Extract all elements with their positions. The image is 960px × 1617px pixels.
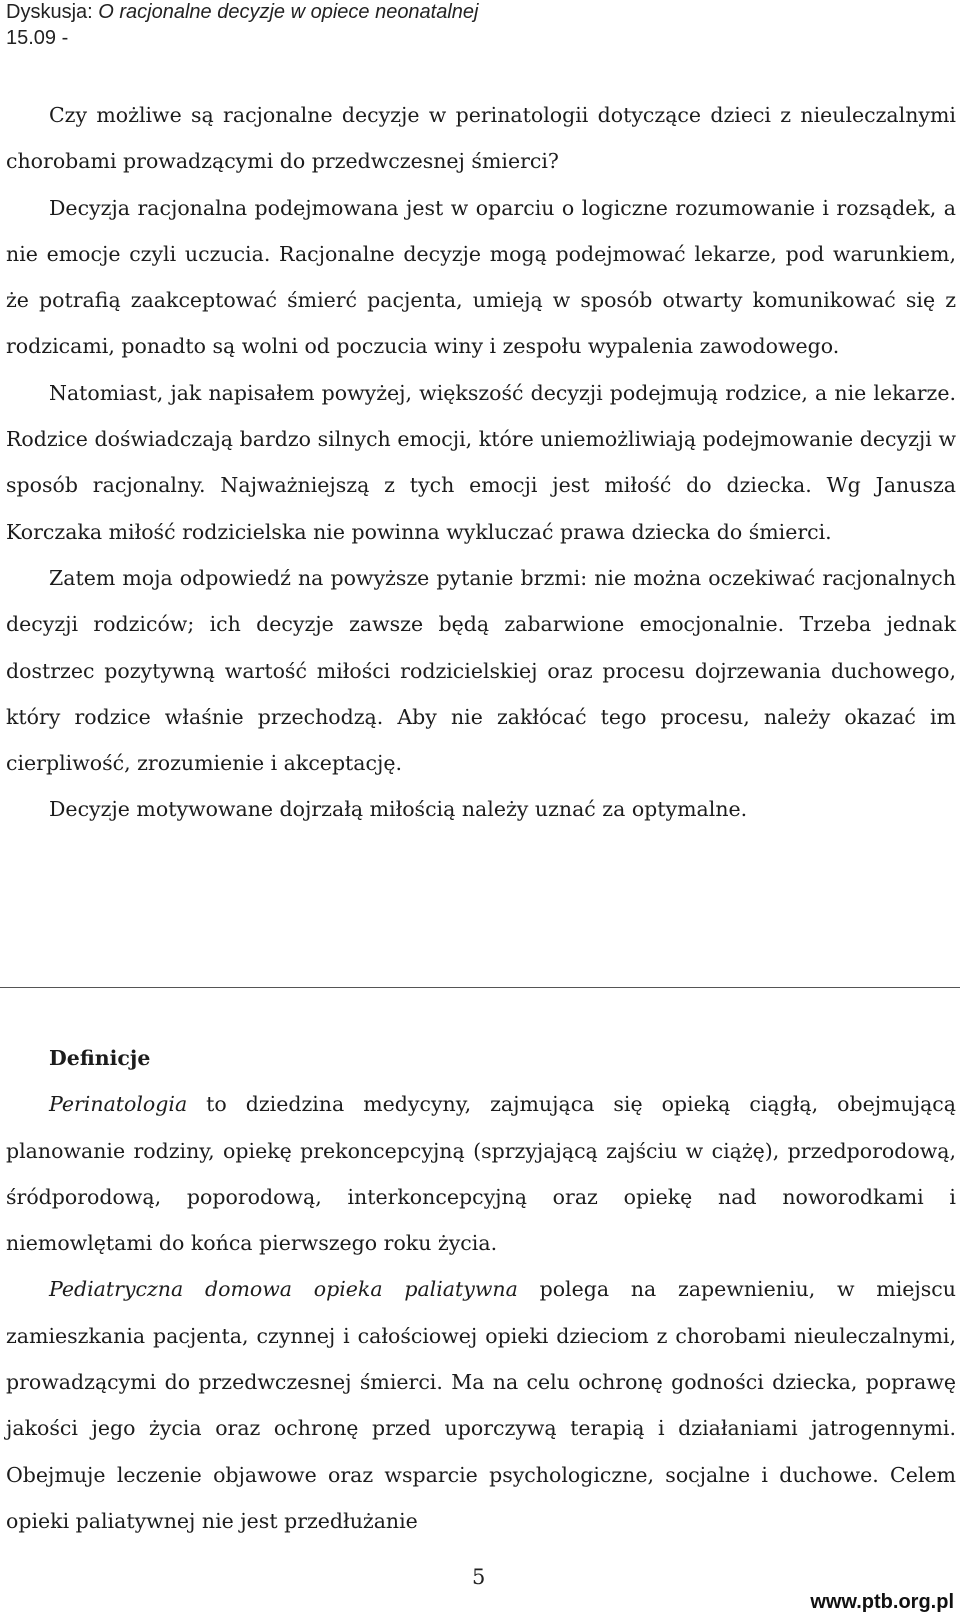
paragraph-conclusion: Decyzje motywowane dojrzałą miłością należy uznać za optymalne. [49, 797, 748, 822]
document-header-date: 15.09 - [6, 27, 69, 49]
definition-palliative-care [6, 1266, 956, 1544]
header-title-prefix: Dyskusja: [6, 1, 99, 23]
paragraph-question: Czy możliwe są racjonalne decyzje w perinatologii dotyczące dzieci z nieuleczalnymi chorobami prowadzącymi do przedwczesnej śmierci? [6, 103, 956, 174]
article-body [6, 92, 956, 833]
paragraph-answer: Zatem moja odpowiedź na powyższe pytanie brzmi: nie można oczekiwać racjonalnych decyzji rodziców; ich decyzje zawsze będą zabarwione emocjonalnie. Trzeba jednak dostrzec pozytywną wartość miłości rodzicielskiej oraz procesu dojrzewania duchowego, który rodzice właśnie przechodzą. Aby nie zakłócać tego procesu, należy okazać im cierpliwość, zrozumienie i akceptację. [6, 565, 956, 776]
definition-term: Perinatologia [49, 1092, 188, 1117]
definition-text: polega na zapewnieniu, w miejscu zamieszkania pacjenta, czynnej i całościowej opieki dzieciom z chorobami nieuleczalnymi, prowadzącymi do przedwczesnej śmierci. Ma na celu ochronę godności dziecka, poprawę jakości jego życia oraz ochronę przed uporczywą terapią i działaniami jatrogennymi. Obejmuje leczenie objawowe oraz wsparcie psychologiczne, socjalne i duchowe. Celem opieki paliatywnej nie jest przedłużanie [6, 1277, 956, 1533]
definition-text: to dziedzina medycyny, zajmująca się opieką ciągłą, obejmującą planowanie rodziny, opiekę prekoncepcyjną (sprzyjającą zajściu w ciążę), przedporodową, śródporodową, poporodową, interkoncepcyjną oraz opiekę nad noworodkami i niemowlętami do końca pierwszego roku życia. [6, 1092, 956, 1256]
definition-perinatology [6, 1081, 956, 1266]
paragraph-parents: Natomiast, jak napisałem powyżej, większość decyzji podejmują rodzice, a nie lekarze. Rodzice doświadczają bardzo silnych emocji, które uniemożliwiają podejmowanie decyzji w sposób racjonalny. Najważniejszą z tych emocji jest miłość do dziecka. Wg Janusza Korczaka miłość rodzicielska nie powinna wykluczać prawa dziecka do śmierci. [6, 380, 956, 544]
definitions-section [6, 1035, 956, 1544]
header-title-italic: O racjonalne decyzje w opiece neonatalnej [98, 1, 479, 23]
definition-term: Pediatryczna domowa opieka paliatywna [49, 1277, 518, 1302]
section-divider [0, 987, 960, 988]
definitions-heading: Definicje [49, 1046, 151, 1070]
footer-site-link[interactable]: www.ptb.org.pl [810, 1591, 954, 1613]
document-header-title [6, 0, 479, 24]
paragraph-rational-decision: Decyzja racjonalna podejmowana jest w oparciu o logiczne rozumowanie i rozsądek, a nie emocje czyli uczucia. Racjonalne decyzje mogą podejmować lekarze, pod warunkiem, że potrafią zaakceptować śmierć pacjenta, umieją w sposób otwarty komunikować się z rodzicami, ponadto są wolni od poczucia winy i zespołu wypalenia zawodowego. [6, 195, 956, 359]
page-number: 5 [472, 1565, 486, 1589]
